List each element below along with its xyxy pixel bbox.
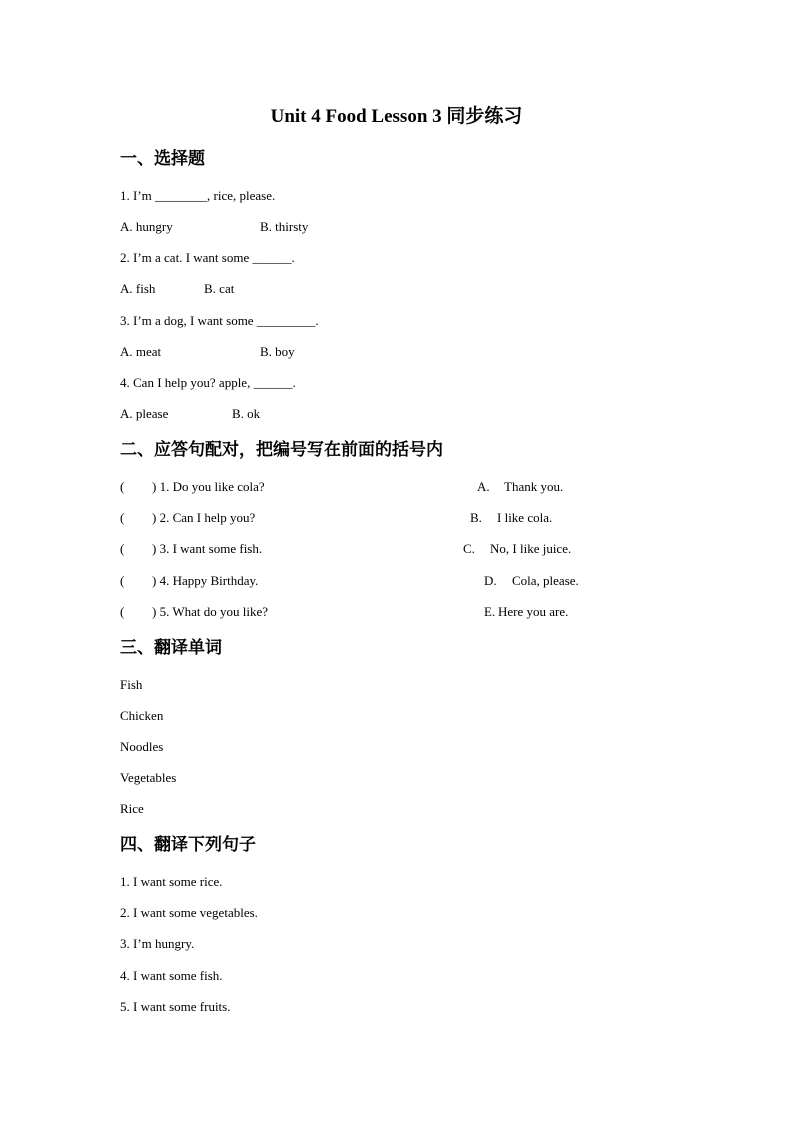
word-item: Rice (120, 801, 144, 816)
match-answer-letter: C. (463, 541, 475, 556)
match-answer-letter: D. (484, 573, 497, 588)
answer-bracket: ( (120, 541, 125, 556)
match-answer: Here you are. (498, 604, 569, 619)
answer-bracket: ( (120, 604, 125, 619)
match-answer: Thank you. (504, 479, 564, 494)
word-item: Noodles (120, 739, 164, 754)
sentence-item: 2. I want some vegetables. (120, 905, 258, 920)
question-1-option-b: B. thirsty (260, 219, 309, 234)
answer-bracket: ( (120, 510, 125, 525)
match-row (120, 604, 680, 620)
question-2-stem: 2. I’m a cat. I want some ______. (120, 250, 295, 265)
sentence-item: 3. I’m hungry. (120, 936, 195, 951)
match-row (120, 479, 680, 495)
match-question: ) 3. I want some fish. (152, 541, 263, 556)
sentence-item: 1. I want some rice. (120, 874, 223, 889)
question-1-stem: 1. I’m ________, rice, please. (120, 188, 276, 203)
match-answer: No, I like juice. (490, 541, 572, 556)
section-heading-sentences: 四、翻译下列句子 (120, 835, 256, 855)
question-3-option-a: A. meat (120, 344, 162, 359)
match-answer-letter: A. (477, 479, 490, 494)
answer-bracket: ( (120, 573, 125, 588)
sentence-item: 5. I want some fruits. (120, 999, 231, 1014)
answer-bracket: ( (120, 479, 125, 494)
match-question: ) 1. Do you like cola? (152, 479, 265, 494)
question-2-option-a: A. fish (120, 281, 156, 296)
match-row (120, 573, 680, 589)
section-heading-matching: 二、应答句配对，把编号写在前面的括号内 (120, 440, 443, 460)
word-item: Chicken (120, 708, 164, 723)
match-answer: I like cola. (497, 510, 553, 525)
sentence-item: 4. I want some fish. (120, 968, 223, 983)
match-answer-letter: B. (470, 510, 482, 525)
word-item: Vegetables (120, 770, 177, 785)
question-2-option-b: B. cat (204, 281, 235, 296)
match-question: ) 2. Can I help you? (152, 510, 256, 525)
match-answer: Cola, please. (512, 573, 579, 588)
question-3-stem: 3. I’m a dog, I want some _________. (120, 313, 319, 328)
question-3-option-b: B. boy (260, 344, 295, 359)
word-item: Fish (120, 677, 143, 692)
match-answer-letter: E. (484, 604, 496, 619)
match-row (120, 510, 680, 526)
question-4-stem: 4. Can I help you? apple, ______. (120, 375, 296, 390)
question-4-option-b: B. ok (232, 406, 261, 421)
match-question: ) 5. What do you like? (152, 604, 269, 619)
section-heading-words: 三、翻译单词 (120, 638, 222, 658)
question-1-option-a: A. hungry (120, 219, 173, 234)
page-title: Unit 4 Food Lesson 3 同步练习 (270, 106, 523, 127)
match-row (120, 541, 680, 557)
section-heading-choice: 一、选择题 (120, 149, 205, 169)
match-question: ) 4. Happy Birthday. (152, 573, 259, 588)
question-4-option-a: A. please (120, 406, 169, 421)
